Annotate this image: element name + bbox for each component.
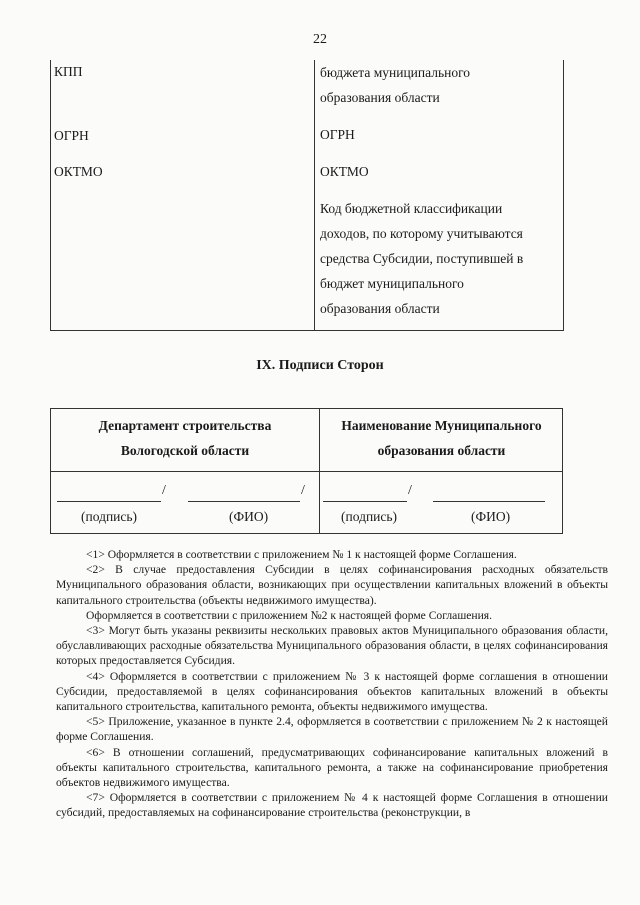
left-party-line-1: Департамент строительства xyxy=(98,418,272,433)
code-line-2: доходов, по которому учитываются xyxy=(320,226,523,241)
requisites-table xyxy=(50,60,564,331)
table-border-right xyxy=(563,60,564,330)
code-line-5: образования области xyxy=(320,301,440,316)
footnote-5: <5> Приложение, указанное в пункте 2.4, оформляется в соответствии с приложением № 2 к настоящей форме Соглашения. xyxy=(56,715,608,744)
kpp-label: КПП xyxy=(54,64,83,79)
footnote-2-note: Оформляется в соответствии с приложением №2 к настоящей форме Соглашения. xyxy=(86,608,493,622)
budget-line-2: образования области xyxy=(320,90,440,105)
footnote-7: <7> Оформляется в соответствии с приложением № 4 к настоящей форме Соглашения в отношении субсидий, предоставляемых на софинансирование строительства (реконструкции, в xyxy=(56,791,608,820)
page-number: 22 xyxy=(313,32,327,47)
right-party-line-1: Наименование Муниципального xyxy=(341,418,542,433)
right-party-header xyxy=(320,413,563,463)
code-line-3: средства Субсидии, поступившей в xyxy=(320,251,524,266)
oktmo-label-left: ОКТМО xyxy=(54,164,103,179)
code-line-4: бюджет муниципального xyxy=(320,276,464,291)
left-signature-caption: (подпись) xyxy=(81,509,138,524)
footnote-3: <3> Могут быть указаны реквизиты нескольких правовых актов Муниципального образования области, обуславливающих расходные обязательства Муниципального образования области, в целях софинансирования которых предоставляется Субсидия. xyxy=(56,624,608,668)
left-party-line-2: Вологодской области xyxy=(120,443,250,458)
right-fio-caption: (ФИО) xyxy=(471,509,511,524)
left-slash: / xyxy=(162,483,166,498)
right-signature-blank xyxy=(323,487,407,502)
right-signature-caption: (подпись) xyxy=(341,509,398,524)
right-fio-blank xyxy=(433,487,545,502)
section-title: IX. Подписи Сторон xyxy=(256,358,384,373)
footnote-2: <2> В случае предоставления Субсидии в целях софинансирования расходных обязательств Муниципального образования области, возникающих при осуществлении капитальных вложений в объекты капитального строительства (объекты недвижимого имущества). xyxy=(56,563,608,607)
left-fio-blank xyxy=(188,487,300,502)
requisites-right-column xyxy=(320,60,560,321)
left-signature-blank xyxy=(57,487,161,502)
table-border-middle xyxy=(314,60,315,330)
left-party-header xyxy=(51,413,319,463)
footnotes xyxy=(56,547,608,821)
signatures-divider-horizontal xyxy=(51,471,562,472)
code-line-1: Код бюджетной классификации xyxy=(320,201,503,216)
footnote-6: <6> В отношении соглашений, предусматривающих софинансирование капитальных вложений в объекты капитального строительства, капитального ремонта, а также на софинансирование приобретения объектов недвижимого имущества. xyxy=(56,745,608,790)
ogrn-label-left: ОГРН xyxy=(54,128,89,143)
budget-line-1: бюджета муниципального xyxy=(320,65,471,80)
signatures-table xyxy=(50,408,563,534)
table-border-left xyxy=(50,60,51,330)
right-party-line-2: образования области xyxy=(377,443,506,458)
left-slash-end: / xyxy=(301,483,305,498)
footnote-1: <1> Оформляется в соответствии с приложением № 1 к настоящей форме Соглашения. xyxy=(86,548,517,561)
right-slash: / xyxy=(408,483,412,498)
ogrn-label-right: ОГРН xyxy=(320,127,355,142)
oktmo-label-right: ОКТМО xyxy=(320,164,369,179)
footnote-4: <4> Оформляется в соответствии с приложением № 3 к настоящей форме соглашения в отношении Субсидии, предоставляемой в целях софинансирования объектов капитальных вложений в объекты капитального строительства, капитального ремонта, объекты недвижимого имущества. xyxy=(56,669,608,714)
left-fio-caption: (ФИО) xyxy=(229,509,269,524)
